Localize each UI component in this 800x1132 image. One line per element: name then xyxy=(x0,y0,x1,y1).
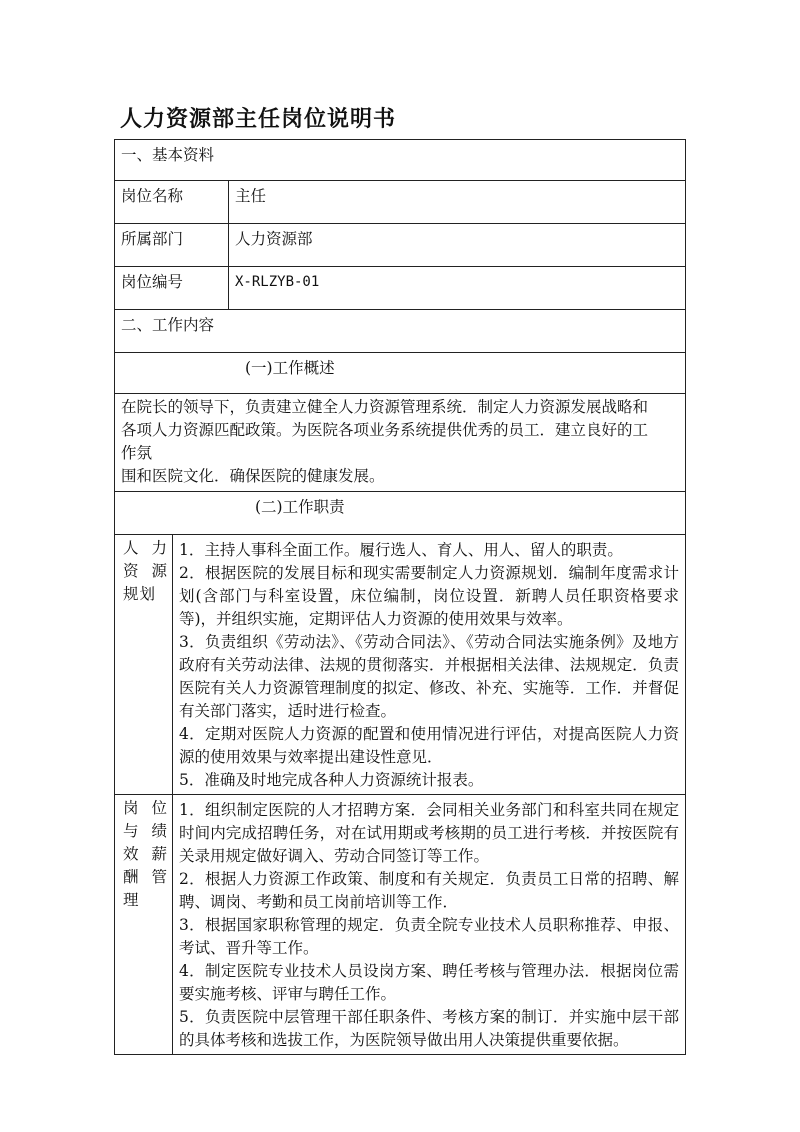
overview-line: 各项人力资源匹配政策。为医院各项业务系统提供优秀的员工．建立良好的工 xyxy=(121,421,649,439)
duty-items-position-performance xyxy=(173,795,686,1055)
duty-label-line: 与 绩 xyxy=(123,822,168,840)
value-position-name: 主任 xyxy=(229,181,686,224)
duty-label-line: 人 力 xyxy=(123,539,168,557)
duty-item: 2．根据人力资源工作政策、制度和有关规定．负责员工日常的招聘、解聘、调岗、考勤和员工岗前培训等工作． xyxy=(179,870,679,911)
value-position-code: X-RLZYB-01 xyxy=(229,267,686,310)
duty-item: 4．制定医院专业技术人员设岗方案、聘任考核与管理办法．根据岗位需要实施考核、评审与聘任工作。 xyxy=(179,962,679,1003)
duty-group-label-hr-planning xyxy=(115,535,173,795)
duty-items-hr-planning xyxy=(173,535,686,795)
duty-item: 1．主持人事科全面工作。履行选人、育人、用人、留人的职责。 xyxy=(179,541,623,559)
overview-line: 围和医院文化．确保医院的健康发展。 xyxy=(121,467,385,485)
label-position-name: 岗位名称 xyxy=(115,181,229,224)
duty-label-line: 效 薪 xyxy=(123,845,168,863)
duty-group-label-position-performance xyxy=(115,795,173,1055)
section-basic-info: 一、基本资料 xyxy=(115,140,686,181)
duty-label-line: 酬 管 xyxy=(123,868,168,886)
duty-item: 5．负责医院中层管理干部任职条件、考核方案的制订．并实施中层干部的具体考核和选拔工作，为医院领导做出用人决策提供重要依据。 xyxy=(179,1008,679,1049)
duty-label-line: 理 xyxy=(123,891,140,909)
duty-item: 4．定期对医院人力资源的配置和使用情况进行评估，对提高医院人力资源的使用效果与效率提出建设性意见． xyxy=(179,725,679,766)
duty-item: 5．准确及时地完成各种人力资源统计报表。 xyxy=(179,771,484,789)
overview-text xyxy=(115,394,686,492)
label-department: 所属部门 xyxy=(115,224,229,267)
section-work-content: 二、工作内容 xyxy=(115,310,686,353)
duty-item: 3．负责组织《劳动法》、《劳动合同法》、《劳动合同法实施条例》及地方政府有关劳动法律、法规的贯彻落实．并根据相关法律、法规规定．负责医院有关人力资源管理制度的拟定、修改、补充、实施等．工作．并督促有关部门落实，适时进行检查。 xyxy=(179,633,679,720)
duty-label-line: 岗 位 xyxy=(123,799,168,817)
duty-item: 3．根据国家职称管理的规定．负责全院专业技术人员职称推荐、申报、考试、晋升等工作。 xyxy=(179,916,679,957)
overview-line: 作氛 xyxy=(121,444,153,462)
duty-label-line: 资 源 xyxy=(123,562,168,580)
duty-item: 1．组织制定医院的人才招聘方案．会同相关业务部门和科室共同在规定时间内完成招聘任务，对在试用期或考核期的员工进行考核．并按医院有关录用规定做好调入、劳动合同签订等工作。 xyxy=(179,801,679,865)
overview-line: 在院长的领导下，负责建立健全人力资源管理系统．制定人力资源发展战略和 xyxy=(121,398,649,416)
job-description-table xyxy=(114,139,686,1055)
duty-item: 2．根据医院的发展目标和现实需要制定人力资源规划．编制年度需求计划(含部门与科室设置，床位编制，岗位设置．新聘人员任职资格要求等)，并组织实施，定期评估人力资源的使用效果与效率。 xyxy=(179,564,679,628)
duties-heading: (二)工作职责 xyxy=(115,492,686,535)
value-department: 人力资源部 xyxy=(229,224,686,267)
duty-label-line: 规划 xyxy=(123,585,157,603)
overview-heading: (一)工作概述 xyxy=(115,353,686,394)
label-position-code: 岗位编号 xyxy=(115,267,229,310)
document-title: 人力资源部主任岗位说明书 xyxy=(120,106,397,132)
